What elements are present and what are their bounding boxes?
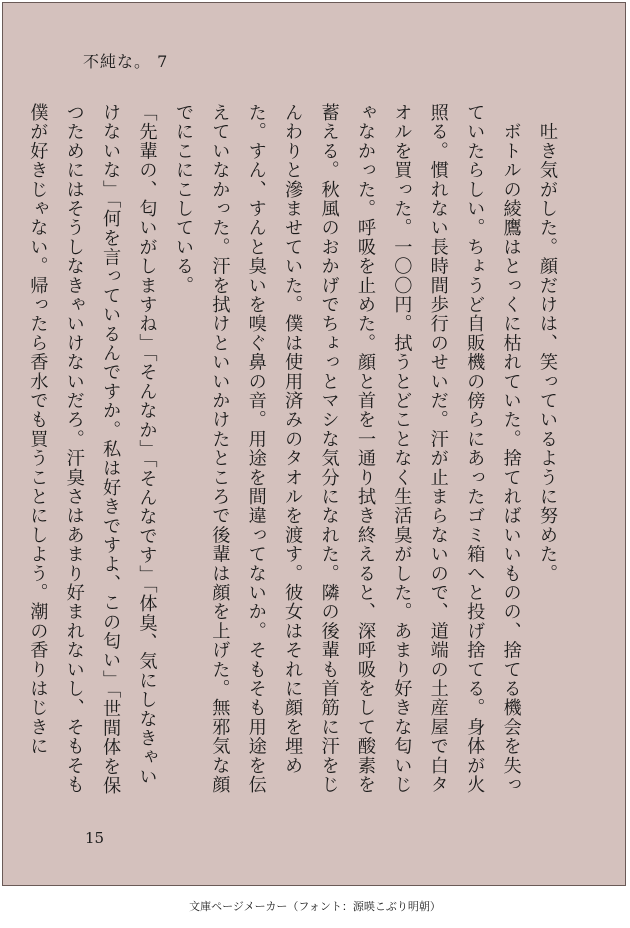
footer-credit: 文庫ページメーカー（フォント：源暎こぶり明朝） (189, 900, 441, 913)
paragraph: 吐き気がした。顔だけは、笑っているように努めた。 (537, 103, 558, 583)
running-header: 不純な。 7 (83, 52, 169, 71)
book-page (2, 2, 626, 886)
page-number: 15 (85, 829, 105, 847)
paragraph: 「先輩の、匂いがしますね」「そんなか」「そんなです」「体臭、気にしなきゃいけないな」「何を言っているんですか。私は好きですよ、この匂い」「世間体を保つためにはそうしなきゃいけないだろ。汗臭さはあまり好まれないし、そもそも僕が好きじゃない。帰ったら香水でも買うことにしよう。潮の香りはじきに (27, 103, 158, 796)
vertical-body-text (27, 103, 565, 803)
paragraph: ボトルの綾鷹はとっくに枯れていた。捨てればいいものの、捨てる機会を失っていたらしい。ちょうど自販機の傍らにあったゴミ箱へと投げ捨てる。身体が火照る。慣れない長時間歩行のせいだ。汗が止まらないので、道端の土産屋で白タオルを買った。一〇〇円。拭うとどことなく生活臭がした。あまり好きな匂いじゃなかった。呼吸を止めた。顔と首を一通り拭き終えると、深呼吸をして酸素を蓄える。秋風のおかげでちょっとマシな気分になれた。隣の後輩も首筋に汗をじんわりと滲ませていた。僕は使用済みのタオルを渡す。彼女はそれに顔を埋めた。すん、すんと臭いを嗅ぐ鼻の音。用途を間違ってないか。そもそも用途を伝えていなかった。汗を拭けといいかけたところで後輩は顔を上げた。無邪気な顔でにこにこしている。 (172, 103, 522, 795)
